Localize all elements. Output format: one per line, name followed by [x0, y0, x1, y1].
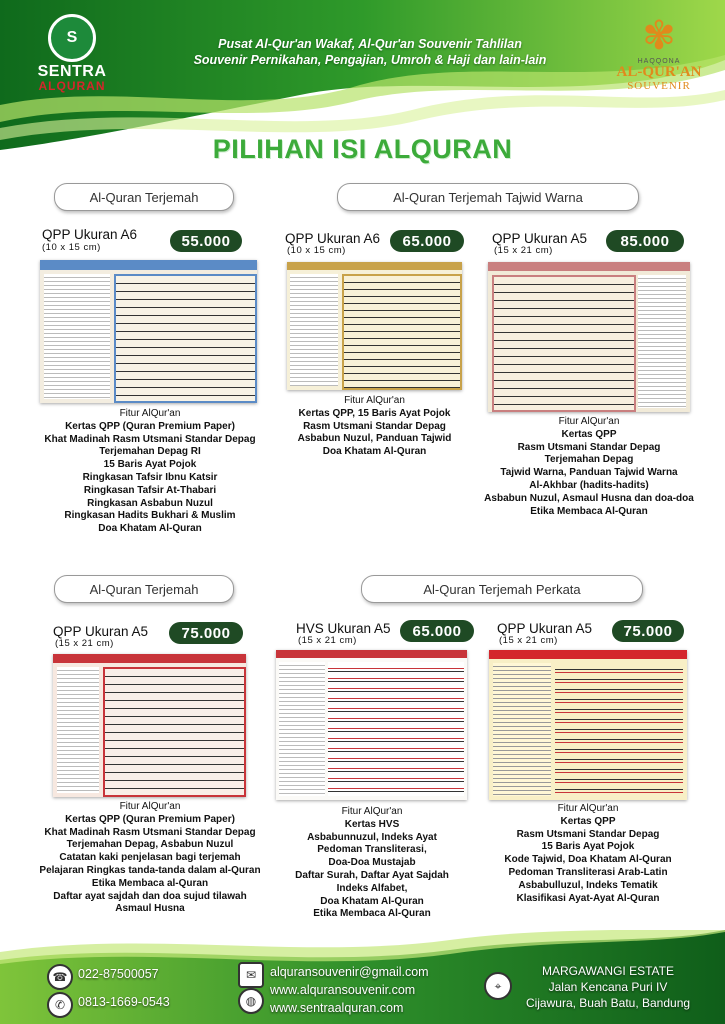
tagline-line2: Souvenir Pernikahan, Pengajian, Umroh & Haji dan lain-lain — [193, 53, 547, 67]
footer-whatsapp[interactable]: 0813-1669-0543 — [78, 995, 170, 1009]
product-5-size: (15 x 21 cm) — [298, 635, 357, 646]
feature-item: Daftar ayat sajdah dan doa sujud tilawah — [53, 890, 247, 902]
feature-item: Asbabun Nuzul, Asmaul Husna dan doa-doa — [484, 492, 694, 504]
sentra-logo-icon: S — [48, 14, 96, 62]
feature-item: Terjemahan Depag RI — [99, 446, 201, 458]
product-6-page-image — [489, 650, 687, 800]
product-2-page-image — [287, 262, 462, 390]
footer-website-1[interactable]: www.alquransouvenir.com — [270, 983, 416, 997]
product-5-price: 65.000 — [400, 620, 474, 642]
feature-item: Indeks Alfabet, — [336, 882, 408, 894]
tagline-line1: Pusat Al-Qur'an Wakaf, Al-Qur'an Souvenir Tahlilan — [218, 37, 522, 51]
feature-item: Kertas HVS — [344, 818, 400, 830]
feature-item: Pelajaran Ringkas tanda-tanda dalam al-Quran — [39, 864, 261, 876]
phone-icon: ☎ — [47, 964, 73, 990]
product-6-features-title: Fitur AlQur'an — [557, 803, 619, 814]
feature-item: Doa Khatam Al-Quran — [320, 895, 424, 907]
product-3-features — [469, 416, 709, 518]
feature-item: Al-Akhbar (hadits-hadits) — [529, 479, 649, 491]
product-4-size: (15 x 21 cm) — [55, 638, 114, 649]
footer-address — [508, 963, 708, 1011]
feature-item: Etika Membaca al-Quran — [91, 877, 209, 889]
section-label-bottom-left: Al-Quran Terjemah — [54, 575, 234, 603]
feature-item: Klasifikasi Ayat-Ayat Al-Quran — [516, 892, 660, 904]
haqqona-logo — [600, 14, 718, 92]
product-4-features — [25, 801, 275, 916]
feature-item: Tajwid Warna, Panduan Tajwid Warna — [500, 467, 678, 479]
address-line1: MARGAWANGI ESTATE — [541, 964, 674, 978]
product-1-page-image — [40, 260, 257, 403]
feature-item: Kertas QPP — [560, 815, 616, 827]
product-1-features — [20, 408, 280, 536]
product-6-title: QPP Ukuran A5 — [497, 621, 593, 636]
brand-right-big: AL-QUR'AN — [616, 64, 702, 80]
product-3-page-image — [488, 262, 690, 412]
product-6-size: (15 x 21 cm) — [499, 635, 558, 646]
brand-right-small: HAQQONA — [637, 58, 681, 65]
product-2-price: 65.000 — [390, 230, 464, 252]
location-pin-icon: ⌖ — [484, 972, 512, 1000]
brand-left-name: SENTRA — [37, 63, 107, 80]
feature-item: Asbabulluzul, Indeks Tematik — [518, 879, 658, 891]
section-label-top-right: Al-Quran Terjemah Tajwid Warna — [337, 183, 639, 211]
product-2-size: (10 x 15 cm) — [287, 245, 346, 256]
product-3-title: QPP Ukuran A5 — [492, 231, 588, 246]
product-5-features-title: Fitur AlQur'an — [341, 806, 403, 817]
page-title: PILIHAN ISI ALQURAN — [212, 134, 513, 164]
feature-item: Ringkasan Tafsir Ibnu Katsir — [82, 471, 218, 483]
feature-item: Catatan kaki penjelasan bagi terjemah — [59, 852, 241, 864]
brand-right-sub: SOUVENIR — [627, 80, 691, 92]
footer-email[interactable]: alquransouvenir@gmail.com — [270, 965, 429, 979]
section-label-bottom-right: Al-Quran Terjemah Perkata — [361, 575, 643, 603]
product-6-features — [478, 803, 698, 905]
section-label-top-left: Al-Quran Terjemah — [54, 183, 234, 211]
product-1-title: QPP Ukuran A6 — [42, 227, 138, 242]
feature-item: Rasm Utsmani Standar Depag — [517, 441, 661, 453]
address-line2: Jalan Kencana Puri IV — [548, 980, 668, 994]
product-4-page-image — [53, 654, 246, 797]
product-2-features-title: Fitur AlQur'an — [344, 395, 405, 406]
feature-item: Etika Membaca Al-Quran — [530, 505, 648, 517]
feature-item: Asmaul Husna — [115, 903, 185, 915]
feature-item: Pedoman Transliterasi, — [317, 844, 427, 856]
feature-item: Terjemahan Depag — [544, 454, 634, 466]
product-3-features-title: Fitur AlQur'an — [558, 416, 620, 427]
feature-item: Rasm Utsmani Standar Depag — [516, 828, 660, 840]
feature-item: Etika Membaca Al-Quran — [313, 908, 431, 920]
globe-icon: ◍ — [238, 988, 264, 1014]
feature-item: Khat Madinah Rasm Utsmani Standar Depag — [44, 826, 256, 838]
feature-item: Khat Madinah Rasm Utsmani Standar Depag — [44, 433, 256, 445]
feature-item: Rasm Utsmani Standar Depag — [303, 420, 446, 432]
mail-icon: ✉ — [238, 962, 264, 988]
product-5-features — [262, 806, 482, 921]
product-6-price: 75.000 — [612, 620, 684, 642]
feature-item: 15 Baris Ayat Pojok — [103, 459, 197, 471]
feature-item: 15 Baris Ayat Pojok — [541, 841, 635, 853]
feature-item: Doa Khatam Al-Quran — [98, 523, 202, 535]
brand-left-name2: ALQURAN — [38, 79, 106, 93]
feature-item: Kertas QPP (Quran Premium Paper) — [65, 813, 235, 825]
feature-item: Daftar Surah, Daftar Ayat Sajdah — [295, 869, 449, 881]
product-1-price: 55.000 — [170, 230, 242, 252]
product-4-price: 75.000 — [169, 622, 243, 644]
feature-item: Doa Khatam Al-Quran — [322, 446, 427, 458]
product-2-title: QPP Ukuran A6 — [285, 231, 381, 246]
feature-item: Kode Tajwid, Doa Khatam Al-Quran — [504, 854, 672, 866]
feature-item: Ringkasan Hadits Bukhari & Muslim — [64, 510, 236, 522]
footer-website-2[interactable]: www.sentraalquran.com — [270, 1001, 404, 1015]
feature-item: Asbabunnuzul, Indeks Ayat — [307, 831, 437, 843]
whatsapp-icon: ✆ — [47, 992, 73, 1018]
product-4-features-title: Fitur AlQur'an — [119, 801, 181, 812]
product-1-features-title: Fitur AlQur'an — [119, 408, 181, 419]
product-3-price: 85.000 — [606, 230, 684, 252]
feature-item: Kertas QPP, 15 Baris Ayat Pojok — [298, 407, 451, 419]
product-4-title: QPP Ukuran A5 — [53, 624, 149, 639]
feature-item: Ringkasan Asbabun Nuzul — [87, 497, 213, 509]
feature-item: Terjemahan Depag, Asbabun Nuzul — [66, 839, 234, 851]
feature-item: Doa-Doa Mustajab — [328, 857, 416, 869]
sentra-alquran-logo — [12, 14, 132, 93]
product-5-page-image — [276, 650, 467, 800]
product-5-title: HVS Ukuran A5 — [296, 621, 391, 636]
feature-item: Kertas QPP — [561, 428, 617, 440]
product-3-size: (15 x 21 cm) — [494, 245, 553, 256]
feature-item: Pedoman Transliterasi Arab-Latin — [508, 866, 668, 878]
feature-item: Ringkasan Tafsir At-Thabari — [83, 484, 217, 496]
ornament-icon: ✾ — [642, 14, 676, 58]
footer-phone[interactable]: 022-87500057 — [78, 967, 159, 981]
header-tagline — [150, 36, 590, 68]
feature-item: Asbabun Nuzul, Panduan Tajwid — [297, 433, 452, 445]
feature-item: Kertas QPP (Quran Premium Paper) — [65, 420, 235, 432]
product-2-features — [267, 395, 482, 459]
product-1-size: (10 x 15 cm) — [42, 242, 101, 253]
address-line3: Cijawura, Buah Batu, Bandung — [525, 996, 691, 1010]
